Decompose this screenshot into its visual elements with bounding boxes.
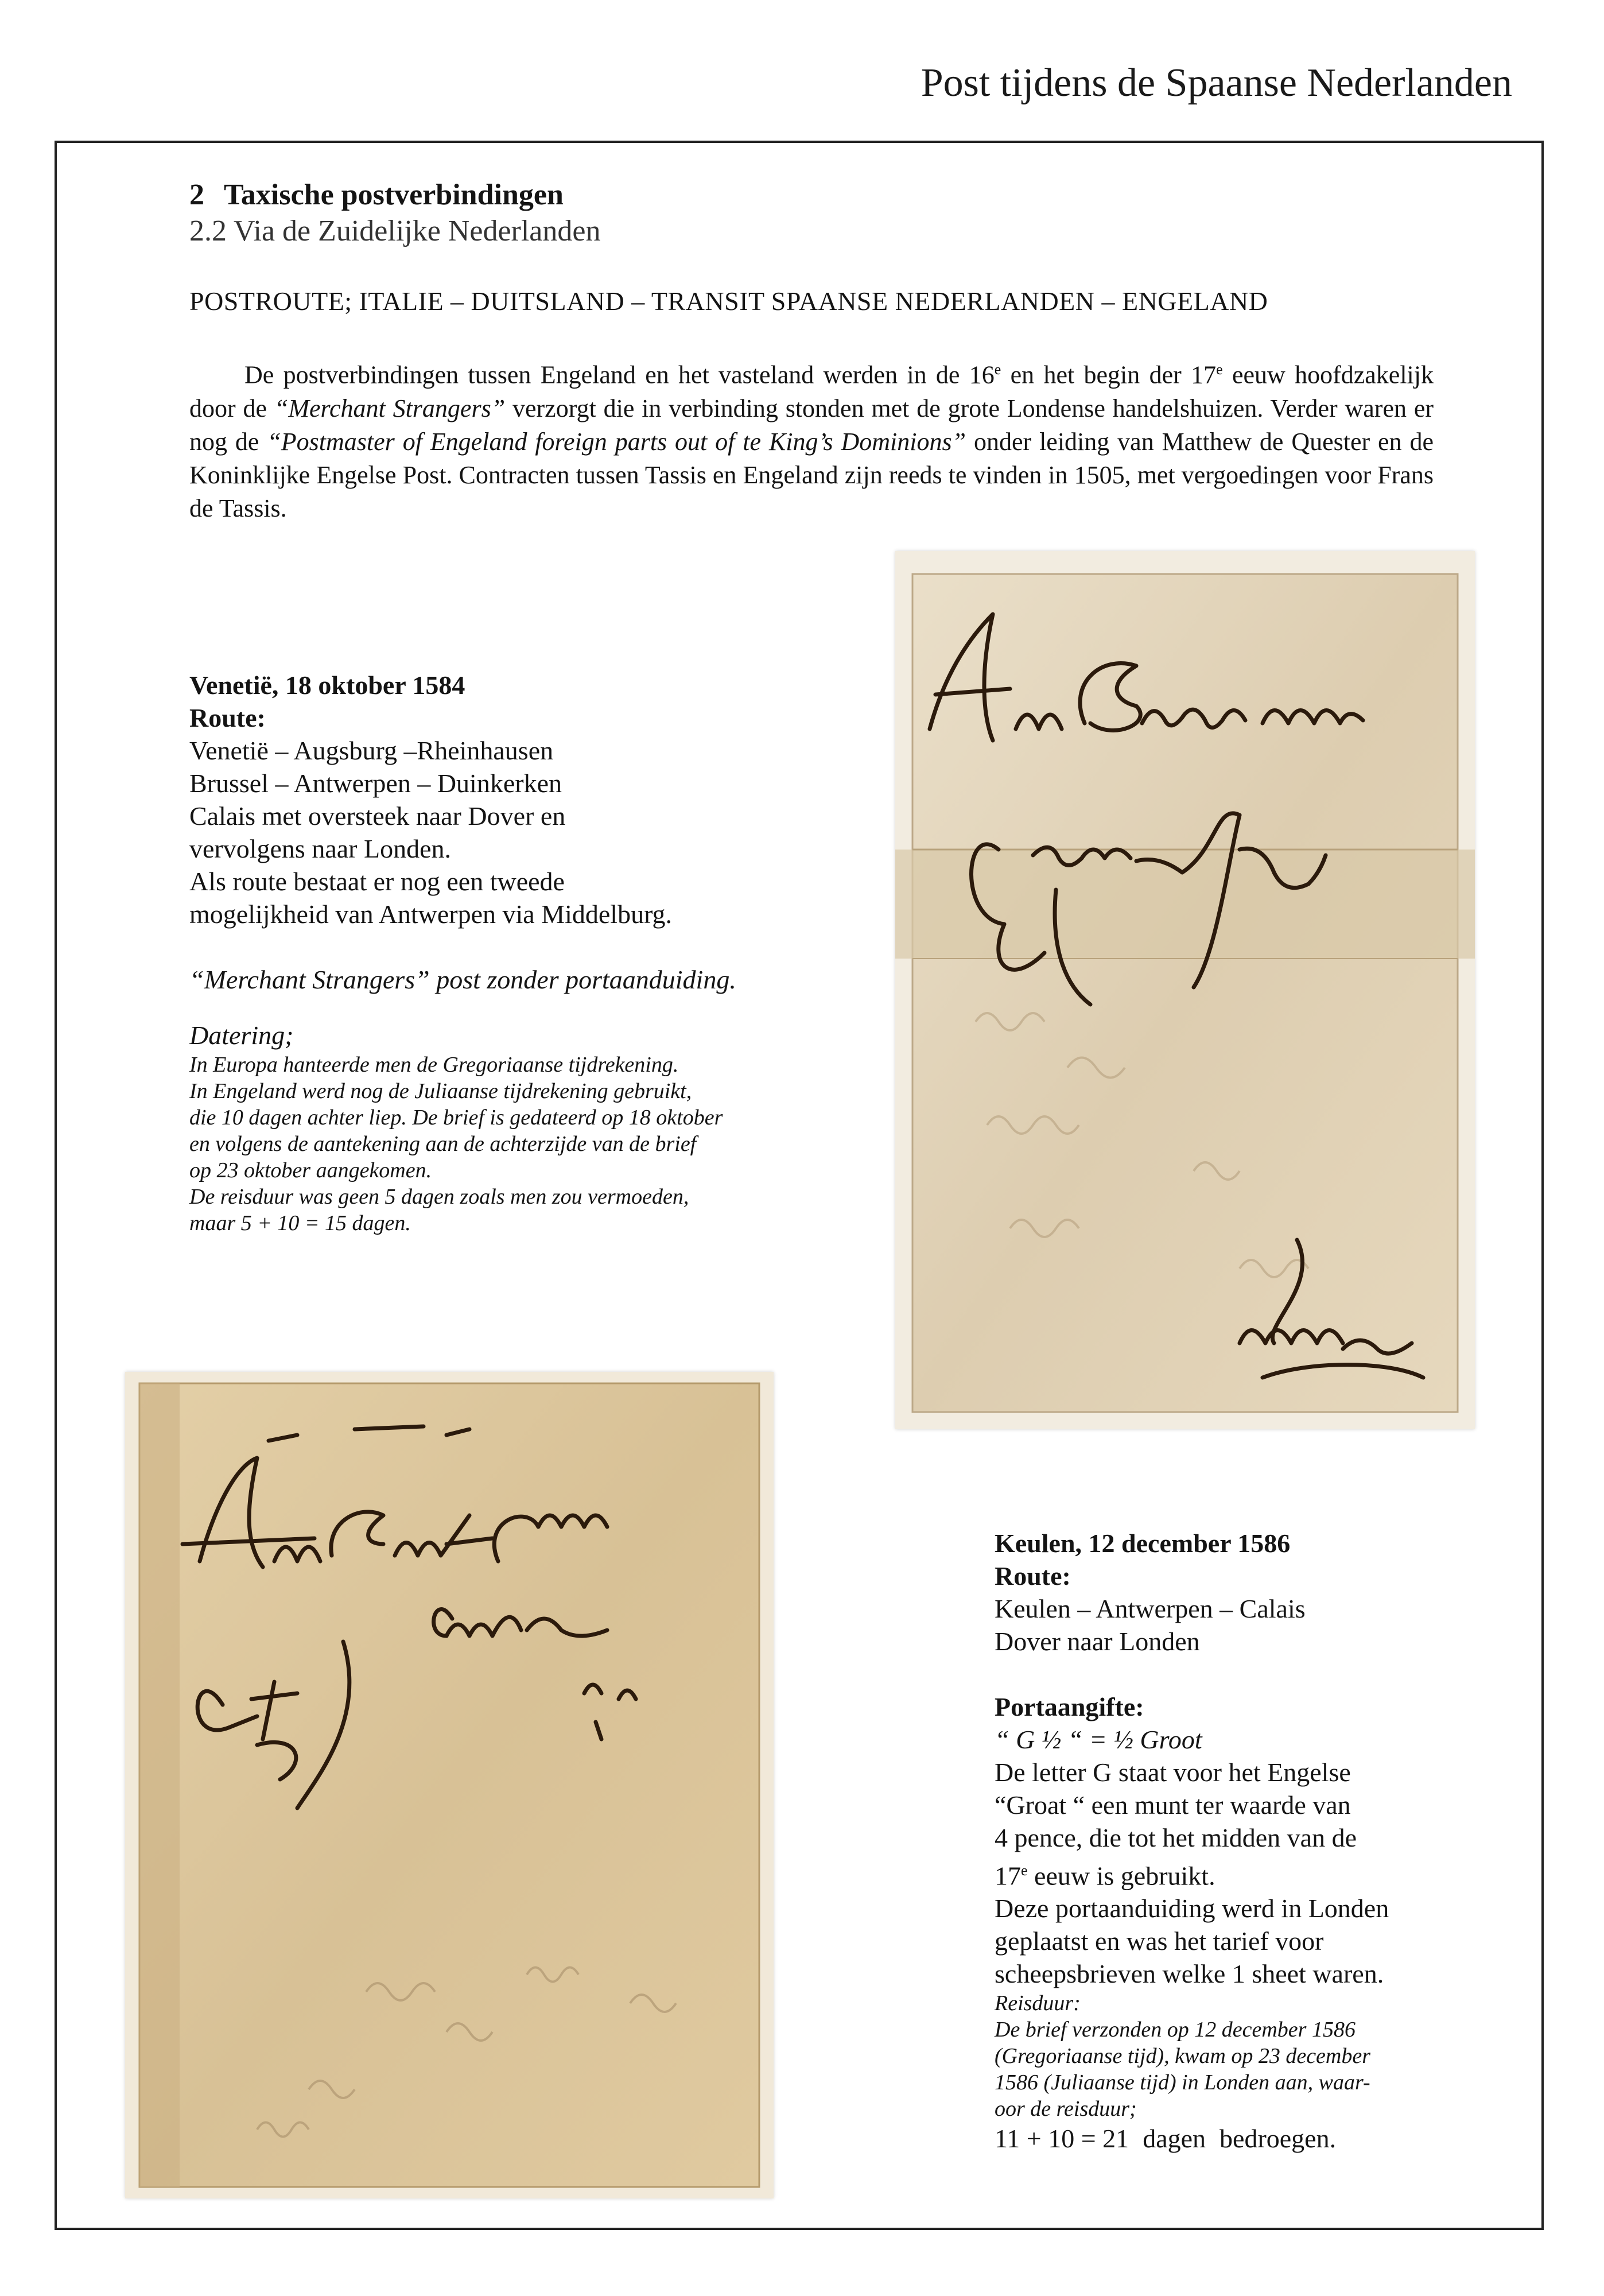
cologne-travel-line: oor de reisduur; [995,2097,1137,2122]
cologne-porto-line: 4 pence, die tot het midden van de [995,1823,1357,1852]
venice-route-line: Brussel – Antwerpen – Duinkerken [189,769,562,798]
cologne-route-line: Keulen – Antwerpen – Calais [995,1594,1306,1623]
century-sup: e [1021,1862,1028,1879]
venice-route-line: Venetië – Augsburg –Rheinhausen [189,736,554,765]
venice-route-line: Als route bestaat er nog een tweede [189,867,565,896]
letter-cologne-1586-image [125,1372,774,2198]
intro-italic-merchants: “Merchant Strangers” [274,394,506,422]
intro-text-3: eeuw hoofdzakelijk door de [189,360,1434,422]
cologne-route-label: Route: [995,1561,1071,1591]
intro-sup-2: e [1216,361,1223,378]
century-number: 17 [995,1861,1021,1891]
sum-verb: bedroegen. [1219,2124,1337,2154]
cologne-porto-formula: “ G ½ “ = ½ Groot [995,1725,1202,1754]
venice-dating-line: De reisduur was geen 5 dagen zoals men zou vermoeden, [189,1185,689,1209]
section-number: 2 [189,179,204,211]
venice-dating-line: In Engeland werd nog de Juliaanse tijdrekening gebruikt, [189,1079,692,1103]
intro-text-2: en het begin der 17 [1001,360,1217,389]
venice-note: “Merchant Strangers” post zonder portaanduiding. [189,965,736,994]
sum-equation: 11 + 10 = 21 [995,2124,1129,2154]
intro-text-4: verzorgt die in verbinding stonden met de grote Londense handelshuizen. Verder waren er nog de [189,394,1434,456]
intro-text-1: De postverbindingen tussen Engeland en het vasteland werden in de 16 [244,360,995,389]
cologne-travel-line: 1586 (Juliaanse tijd) in Londen aan, waar- [995,2070,1370,2095]
venice-dating-line: In Europa hanteerde men de Gregoriaanse tijdrekening. [189,1053,679,1077]
cologne-title: Keulen, 12 december 1586 [995,1529,1291,1558]
section-title [189,178,564,212]
century-rest: eeuw is gebruikt. [1027,1861,1215,1891]
cologne-entry [995,1527,1511,2155]
cologne-porto-line: De letter G staat voor het Engelse [995,1758,1351,1787]
sum-unit: dagen [1143,2124,1206,2154]
venice-route-line: vervolgens naar Londen. [189,834,452,863]
venice-dating-line: maar 5 + 10 = 15 dagen. [189,1211,411,1235]
intro-paragraph [189,353,1434,525]
venice-route-label: Route: [189,703,266,732]
venice-route-line: Calais met oversteek naar Dover en [189,801,566,831]
intro-sup-1: e [994,361,1001,378]
venice-title: Venetië, 18 oktober 1584 [189,670,465,700]
intro-italic-postmaster: “Postmaster of Engeland foreign parts out of te King’s Dominions” [267,427,966,456]
cologne-porto-line: “Groat “ een munt ter waarde van [995,1790,1351,1820]
cologne-travel-label: Reisduur: [995,1991,1081,2016]
venice-dating-label: Datering; [189,1021,294,1050]
letter-venice-1584-image [895,551,1475,1429]
cologne-route-line: Dover naar Londen [995,1627,1200,1656]
cologne-porto-line: geplaatst en was het tarief voor [995,1926,1324,1956]
venice-dating-line: op 23 oktober aangekomen. [189,1158,432,1182]
page-header: Post tijdens de Spaanse Nederlanden [921,61,1512,105]
cologne-travel-line: (Gregoriaanse tijd), kwam op 23 december [995,2044,1371,2069]
cologne-sum-line [995,2122,1511,2155]
section-title-text: Taxische postverbindingen [224,179,564,211]
cologne-porto-line: Deze portaanduiding werd in Londen [995,1894,1389,1923]
cologne-travel-line: De brief verzonden op 12 december 1586 [995,2018,1356,2042]
venice-dating-line: die 10 dagen achter liep. De brief is gedateerd op 18 oktober [189,1106,723,1130]
route-heading: POSTROUTE; ITALIE – DUITSLAND – TRANSIT SPAANSE NEDERLANDEN – ENGELAND [189,286,1268,316]
intro-text-5: onder leiding van Matthew de Quester en de Koninklijke Engelse Post. Contracten tussen Tassis en Engeland zijn reeds te vinden in 1505, met vergoedingen voor Frans de Tassis. [189,427,1434,522]
section-subtitle: 2.2 Via de Zuidelijke Nederlanden [189,215,601,247]
cologne-century-line [995,1854,1511,1892]
venice-route-line: mogelijkheid van Antwerpen via Middelburg. [189,899,673,929]
venice-dating-line: en volgens de aantekening aan de achterzijde van de brief [189,1132,697,1156]
venice-entry [189,669,878,1236]
cologne-porto-label: Portaangifte: [995,1692,1144,1721]
cologne-porto-line: scheepsbrieven welke 1 sheet waren. [995,1959,1384,1989]
